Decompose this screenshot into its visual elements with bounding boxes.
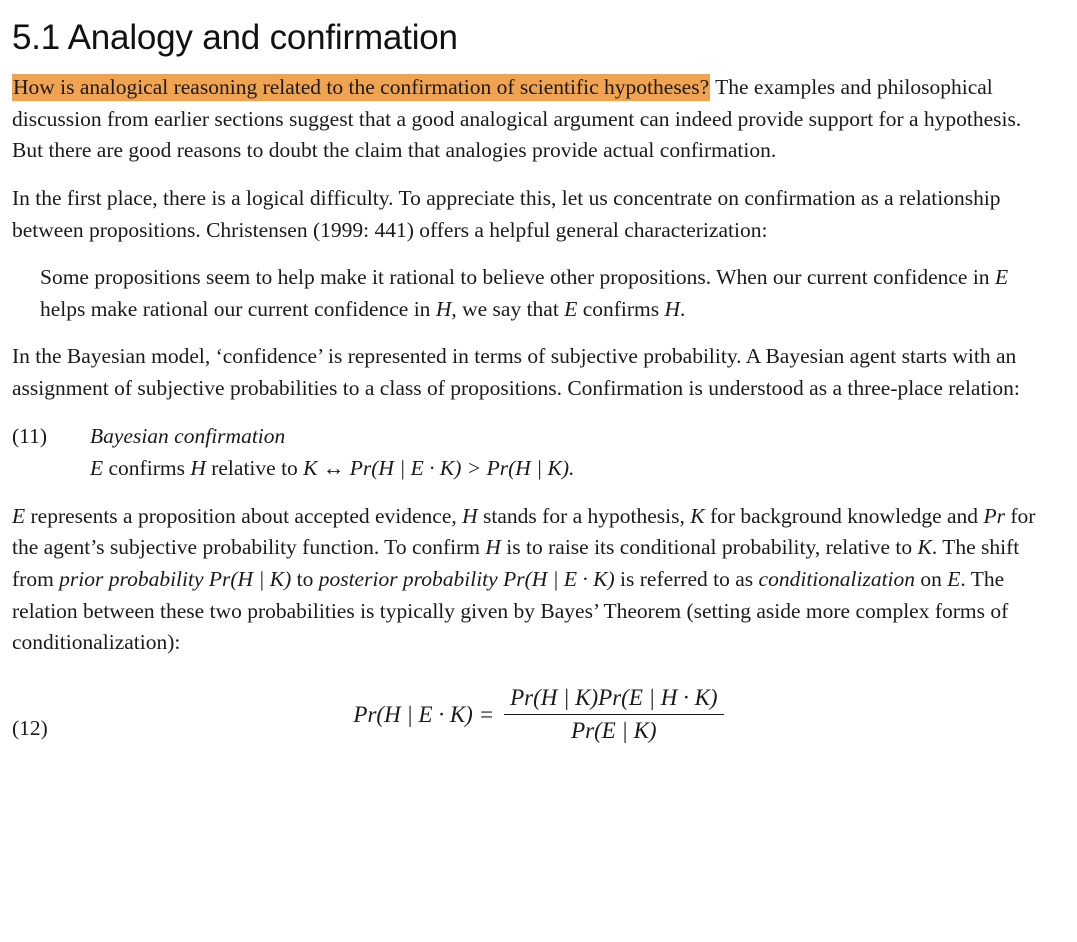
example-11-text-a: confirms	[103, 456, 191, 481]
p4-var-k: K	[690, 503, 705, 528]
p4-text-j: is to raise its conditional probability, relative to	[500, 535, 918, 560]
p4-conditionalization: conditionalization	[758, 566, 916, 591]
paragraph-4	[12, 501, 1047, 659]
numbered-example-11	[12, 421, 1047, 485]
quote-part-3: , we say that	[451, 296, 565, 321]
quote-part-2: helps make rational our current confidence in	[40, 296, 436, 321]
equation-12-numerator: Pr(H | K)Pr(E | H · K)	[510, 684, 718, 710]
p4-text-t: . The relation between these two probabilities is typically given by Bayes’ Theorem (setting aside more complex forms of conditionalization):	[12, 566, 1009, 655]
example-11-formula: Pr(H | E · K) > Pr(H | K).	[349, 456, 575, 481]
p4-text-n: to	[291, 566, 319, 591]
example-11-arrow: ↔	[317, 456, 350, 481]
page-title: 5.1 Analogy and confirmation	[12, 18, 458, 57]
p4-text-f: for background knowledge and	[704, 503, 984, 528]
example-11-text-b: relative to	[205, 456, 304, 481]
p4-var-h: H	[462, 503, 478, 528]
equation-12-fraction	[504, 685, 723, 745]
p4-text-p: is referred to as	[614, 566, 759, 591]
example-11-number: (11)	[12, 423, 48, 448]
paragraph-1	[12, 72, 1047, 167]
p4-var-pr: Pr	[983, 503, 1005, 528]
paragraph-2: In the first place, there is a logical difficulty. To appreciate this, let us concentrate on confirmation as a relationship between propositions. Christensen (1999: 441) offers a helpful general characterization:	[12, 186, 1001, 242]
equation-12-lhs: Pr(H | E · K) =	[353, 701, 495, 727]
quote-var-h2: H	[664, 296, 681, 321]
equation-12-number: (12)	[12, 716, 48, 740]
p4-text-b: represents a proposition about accepted evidence,	[25, 503, 463, 528]
equation-12-denominator: Pr(E | K)	[571, 718, 657, 744]
highlighted-text[interactable]: How is analogical reasoning related to the confirmation of scientific hypotheses?	[13, 75, 710, 100]
example-11-label: Bayesian confirmation	[90, 423, 286, 448]
p4-var-h2: H	[485, 535, 501, 560]
p4-text-h: for the agent’s subjective probability function. To confirm	[12, 503, 1036, 560]
quote-var-h1: H	[435, 296, 452, 321]
example-11-content	[90, 453, 1047, 485]
paragraph-1-rest: The examples and philosophical discussion from earlier sections suggest that a good analogical argument can indeed provide support for a hypothesis. But there are good reasons to doubt the claim that analogies provide actual confirmation.	[12, 75, 1022, 163]
example-11-var-k: K	[303, 456, 318, 481]
p4-prior-probability: prior probability Pr(H | K)	[59, 566, 292, 591]
quote-part-5: .	[680, 296, 686, 321]
p4-var-e2: E	[947, 566, 961, 591]
p4-text-r: on	[915, 566, 948, 591]
p4-posterior-probability: posterior probability Pr(H | E · K)	[318, 566, 615, 591]
quote-var-e1: E	[994, 265, 1009, 290]
quote-part-1: Some propositions seem to help make it rational to believe other propositions. When our current confidence in	[40, 265, 995, 290]
quote-part-4: confirms	[577, 296, 665, 321]
blockquote-christensen	[12, 262, 1047, 325]
example-11-body	[90, 421, 1047, 485]
p4-var-e: E	[12, 503, 26, 528]
p4-var-k2: K	[917, 535, 932, 560]
p4-text-l: . The shift from	[12, 535, 1020, 591]
example-11-var-h: H	[190, 456, 206, 481]
paragraph-3: In the Bayesian model, ‘confidence’ is represented in terms of subjective probability. A Bayesian agent starts with an assignment of subjective probabilities to a class of propositions. Confirmation is understood as a three-place relation:	[12, 344, 1020, 400]
p4-text-d: stands for a hypothesis,	[477, 503, 691, 528]
numbered-equation-12	[12, 685, 1047, 745]
quote-var-e2: E	[564, 296, 578, 321]
equation-12-body	[90, 685, 1047, 745]
example-11-var-e: E	[90, 456, 104, 481]
